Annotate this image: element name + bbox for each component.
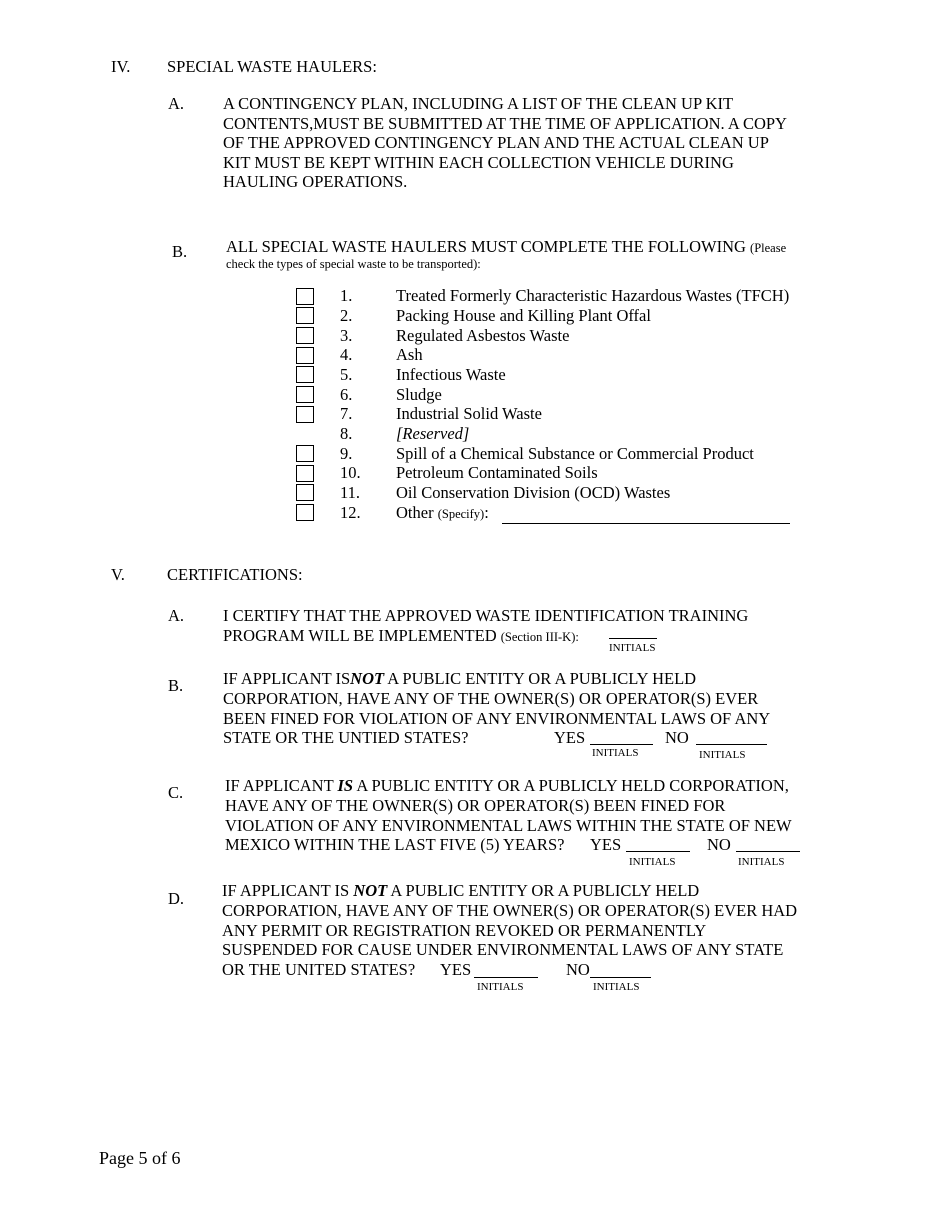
section-v-d-post: A PUBLIC ENTITY OR A PUBLICLY HELD	[390, 881, 700, 900]
section-iv-a-line: A CONTINGENCY PLAN, INCLUDING A LIST OF THE CLEAN UP KIT	[223, 94, 734, 113]
checkbox-tfch[interactable]	[296, 288, 314, 305]
section-iv-a-line: KIT MUST BE KEPT WITHIN EACH COLLECTION VEHICLE DURING	[223, 152, 734, 172]
checkbox-asbestos[interactable]	[296, 327, 314, 344]
initials-caption: INITIALS	[609, 642, 656, 654]
checkbox-industrial[interactable]	[296, 406, 314, 423]
cert-c-no-field[interactable]	[736, 851, 800, 852]
checkbox-petroleum-soils[interactable]	[296, 465, 314, 482]
initials-caption: INITIALS	[477, 981, 524, 993]
section-v-c-line3: VIOLATION OF ANY ENVIRONMENTAL LAWS WITHIN THE STATE OF NEW	[225, 816, 792, 835]
cert-d-yes-field[interactable]	[474, 977, 538, 978]
section-v-c-line1	[225, 776, 789, 796]
item-label: Sludge	[396, 385, 442, 404]
section-v-c-line4: MEXICO WITHIN THE LAST FIVE (5) YEARS?	[225, 835, 565, 854]
item-label-other	[396, 503, 489, 525]
item-number: 8.	[340, 424, 353, 443]
item-number: 1.	[340, 286, 353, 305]
checkbox-ocd[interactable]	[296, 484, 314, 501]
checkbox-sludge[interactable]	[296, 386, 314, 403]
section-v-b-line1	[223, 669, 696, 689]
section-v-b-pre: IF APPLICANT IS	[223, 669, 351, 688]
checkbox-ash[interactable]	[296, 347, 314, 364]
other-label: Other	[396, 503, 434, 522]
other-specify-field[interactable]	[502, 523, 790, 524]
section-v-a-line2	[223, 626, 579, 648]
cert-c-yes-field[interactable]	[626, 851, 690, 852]
section-v-d-line1	[222, 881, 699, 901]
item-number: 10.	[340, 463, 361, 482]
section-v-a-note: (Section III-K):	[500, 630, 579, 644]
section-v-b-emphasis: NOT	[350, 669, 385, 688]
section-v-title: CERTIFICATIONS:	[167, 565, 303, 584]
initials-caption: INITIALS	[699, 749, 746, 761]
item-number: 4.	[340, 345, 353, 364]
no-label: NO	[707, 835, 731, 854]
item-number: 6.	[340, 385, 353, 404]
item-number: 2.	[340, 306, 353, 325]
item-label: Industrial Solid Waste	[396, 404, 542, 423]
section-iv-b-note: (Please	[750, 241, 787, 255]
section-v-b-line2: CORPORATION, HAVE ANY OF THE OWNER(S) OR OPERATOR(S) EVER	[223, 689, 759, 708]
yes-label: YES	[590, 835, 622, 854]
item-number: 11.	[340, 483, 361, 502]
no-label: NO	[566, 960, 590, 979]
item-label: Ash	[396, 345, 423, 364]
section-v-a-letter: A.	[168, 606, 185, 625]
item-number: 9.	[340, 444, 353, 463]
other-colon: :	[484, 503, 489, 522]
yes-label: YES	[554, 728, 586, 747]
section-v-b-letter: B.	[168, 676, 184, 695]
section-v-d-pre: IF APPLICANT IS	[222, 881, 350, 900]
section-v-d-line5: OR THE UNITED STATES?	[222, 960, 416, 979]
section-v-c-emphasis: IS	[337, 776, 354, 795]
section-v-d-line3: ANY PERMIT OR REGISTRATION REVOKED OR PERMANENTLY	[222, 921, 707, 940]
section-v-number: V.	[111, 565, 125, 584]
section-iv-b-main: ALL SPECIAL WASTE HAULERS MUST COMPLETE THE FOLLOWING	[226, 237, 746, 256]
section-v-c-letter: C.	[168, 783, 184, 802]
section-iv-b-note-line2: check the types of special waste to be transported):	[226, 257, 481, 271]
section-iv-a-paragraph	[223, 94, 787, 192]
item-label: Infectious Waste	[396, 365, 506, 384]
section-v-d-letter: D.	[168, 889, 185, 908]
item-label: Petroleum Contaminated Soils	[396, 463, 598, 482]
specify-note: (Specify)	[437, 507, 485, 521]
initials-caption: INITIALS	[738, 856, 785, 868]
section-v-b-line3: BEEN FINED FOR VIOLATION OF ANY ENVIRONMENTAL LAWS OF ANY	[223, 709, 771, 728]
checkbox-packing-house[interactable]	[296, 307, 314, 324]
section-v-a-text: PROGRAM WILL BE IMPLEMENTED	[223, 626, 497, 645]
section-iv-title: SPECIAL WASTE HAULERS:	[167, 57, 377, 76]
checkbox-spill[interactable]	[296, 445, 314, 462]
section-v-b-post: A PUBLIC ENTITY OR A PUBLICLY HELD	[387, 669, 697, 688]
section-v-c-pre: IF APPLICANT	[225, 776, 334, 795]
section-iv-number: IV.	[111, 57, 131, 76]
cert-b-no-field[interactable]	[696, 744, 767, 745]
item-label: Packing House and Killing Plant Offal	[396, 306, 651, 325]
section-v-c-line2: HAVE ANY OF THE OWNER(S) OR OPERATOR(S) BEEN FINED FOR	[225, 796, 726, 815]
section-iv-a-line: HAULING OPERATIONS.	[223, 172, 408, 192]
item-label: Spill of a Chemical Substance or Commercial Product	[396, 444, 754, 463]
item-number: 7.	[340, 404, 353, 423]
initials-caption: INITIALS	[593, 981, 640, 993]
section-v-c-post: A PUBLIC ENTITY OR A PUBLICLY HELD CORPORATION,	[356, 776, 789, 795]
checkbox-other[interactable]	[296, 504, 314, 521]
item-label: Regulated Asbestos Waste	[396, 326, 570, 345]
section-v-a-line1: I CERTIFY THAT THE APPROVED WASTE IDENTIFICATION TRAINING	[223, 606, 749, 625]
section-iv-a-line: CONTENTS,MUST BE SUBMITTED AT THE TIME OF APPLICATION. A COPY	[223, 113, 787, 133]
checkbox-infectious[interactable]	[296, 366, 314, 383]
cert-b-yes-field[interactable]	[590, 744, 653, 745]
item-label: Oil Conservation Division (OCD) Wastes	[396, 483, 671, 502]
section-v-b-line4: STATE OR THE UNTIED STATES?	[223, 728, 469, 747]
item-label: Treated Formerly Characteristic Hazardous Wastes (TFCH)	[396, 286, 790, 305]
initials-caption: INITIALS	[629, 856, 676, 868]
section-v-d-line2: CORPORATION, HAVE ANY OF THE OWNER(S) OR OPERATOR(S) EVER HAD	[222, 901, 798, 920]
yes-label: YES	[440, 960, 472, 979]
no-label: NO	[665, 728, 689, 747]
item-number: 3.	[340, 326, 353, 345]
section-v-d-emphasis: NOT	[353, 881, 388, 900]
item-label-reserved: [Reserved]	[396, 424, 470, 443]
cert-d-no-field[interactable]	[590, 977, 651, 978]
section-iv-a-line: OF THE APPROVED CONTINGENCY PLAN AND THE ACTUAL CLEAN UP	[223, 133, 769, 153]
section-iv-a-letter: A.	[168, 94, 185, 113]
cert-a-initials-field[interactable]	[609, 638, 657, 639]
section-iv-b-letter: B.	[172, 242, 188, 261]
item-number: 5.	[340, 365, 353, 384]
item-number: 12.	[340, 503, 361, 522]
initials-caption: INITIALS	[592, 747, 639, 759]
page-number: Page 5 of 6	[99, 1148, 181, 1168]
section-v-d-line4: SUSPENDED FOR CAUSE UNDER ENVIRONMENTAL LAWS OF ANY STATE	[222, 940, 784, 959]
